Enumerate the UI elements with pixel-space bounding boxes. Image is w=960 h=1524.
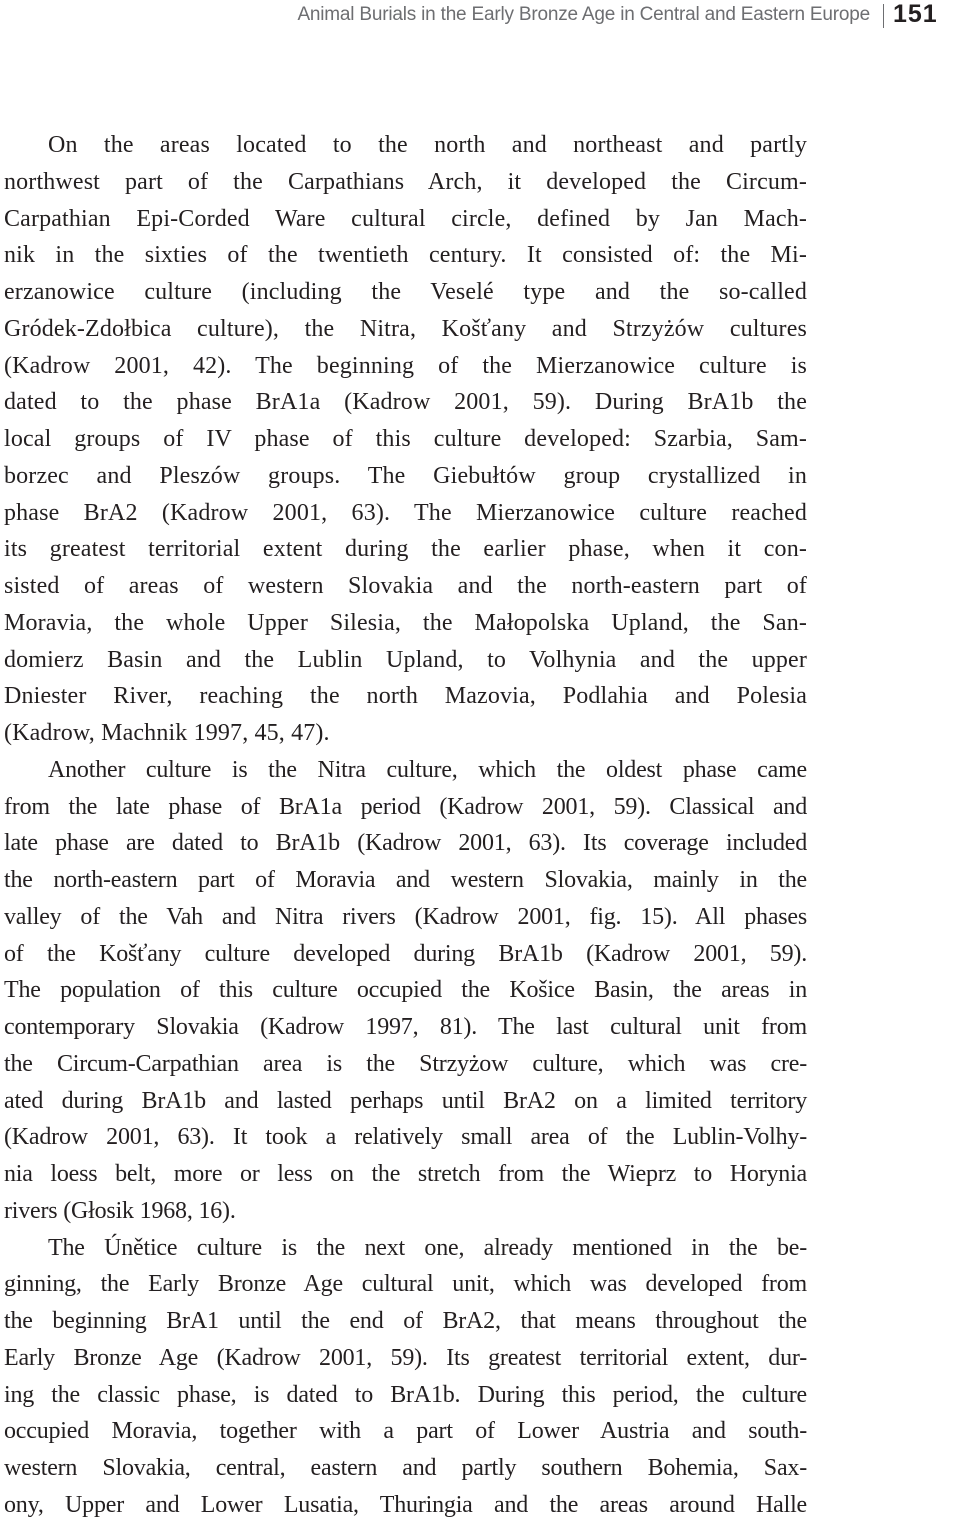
text-line: of the Košťany culture developed during BrA1b (Kadrow 2001, 59). [4,940,807,967]
text-line: ony, Upper and Lower Lusatia, Thuringia and the areas around Halle [4,1491,807,1518]
text-line: ginning, the Early Bronze Age cultural unit, which was developed from [4,1271,807,1298]
header-divider [883,4,884,28]
text-line: erzanowice culture (including the Veselé type and the so-called [4,279,807,305]
text-line: dated to the phase BrA1a (Kadrow 2001, 59). During BrA1b the [4,389,807,416]
text-line: sisted of areas of western Slovakia and the north-eastern part of [4,573,807,599]
running-header [0,0,960,36]
paragraph-3 [4,1230,807,1524]
text-line: occupied Moravia, together with a part of Lower Austria and south- [4,1418,807,1445]
paragraph-1 [4,127,807,752]
text-line: western Slovakia, central, eastern and partly southern Bohemia, Sax- [4,1455,807,1481]
paragraph-2 [4,752,807,1230]
text-line: phase BrA2 (Kadrow 2001, 63). The Mierzanowice culture reached [4,499,807,526]
text-line: On the areas located to the north and northeast and partly [48,132,807,158]
text-line: Another culture is the Nitra culture, which the oldest phase came [48,756,807,783]
text-line: Carpathian Epi-Corded Ware cultural circle, defined by Jan Mach- [4,205,807,232]
body-text [4,127,807,1524]
text-line: The population of this culture occupied the Košice Basin, the areas in [4,977,807,1004]
text-line: Dniester River, reaching the north Mazovia, Podlahia and Polesia [4,683,807,710]
text-line: borzec and Pleszów groups. The Giebułtów group crystallized in [4,462,807,489]
text-line: the Circum-Carpathian area is the Strzyżow culture, which was cre- [4,1050,807,1077]
text-line: rivers (Głosik 1968, 16). [4,1197,236,1224]
running-header-title: Animal Burials in the Early Bronze Age in Central and Eastern Europe [297,4,870,25]
text-line: valley of the Vah and Nitra rivers (Kadrow 2001, fig. 15). All phases [4,903,807,930]
text-line: The Únětice culture is the next one, already mentioned in the be- [48,1234,807,1261]
text-line: Gródek-Zdołbica culture), the Nitra, Košťany and Strzyżów cultures [4,315,807,342]
text-line: late phase are dated to BrA1b (Kadrow 2001, 63). Its coverage included [4,830,807,857]
text-line: Early Bronze Age (Kadrow 2001, 59). Its greatest territorial extent, dur- [4,1344,807,1371]
text-line: (Kadrow, Machnik 1997, 45, 47). [4,720,330,746]
text-line: from the late phase of BrA1a period (Kadrow 2001, 59). Classical and [4,793,807,820]
text-line: contemporary Slovakia (Kadrow 1997, 81). The last cultural unit from [4,1014,807,1040]
text-line: Moravia, the whole Upper Silesia, the Małopolska Upland, the San- [4,609,807,636]
text-line: the north-eastern part of Moravia and western Slovakia, mainly in the [4,867,807,893]
text-line: ing the classic phase, is dated to BrA1b. During this period, the culture [4,1381,807,1408]
text-line: domierz Basin and the Lublin Upland, to Volhynia and the upper [4,646,807,673]
text-line: local groups of IV phase of this culture developed: Szarbia, Sam- [4,426,807,452]
text-line: its greatest territorial extent during the earlier phase, when it con- [4,536,807,563]
text-line: ated during BrA1b and lasted perhaps until BrA2 on a limited territory [4,1087,807,1114]
text-line: the beginning BrA1 until the end of BrA2, that means throughout the [4,1308,807,1334]
text-line: northwest part of the Carpathians Arch, it developed the Circum- [4,168,807,195]
text-line: nia loess belt, more or less on the stretch from the Wieprz to Horynia [4,1161,807,1187]
text-line: (Kadrow 2001, 42). The beginning of the Mierzanowice culture is [4,352,807,379]
text-line: nik in the sixties of the twentieth century. It consisted of: the Mi- [4,242,807,269]
text-line: (Kadrow 2001, 63). It took a relatively small area of the Lublin-Volhy- [4,1124,807,1151]
page-number: 151 [893,0,938,28]
